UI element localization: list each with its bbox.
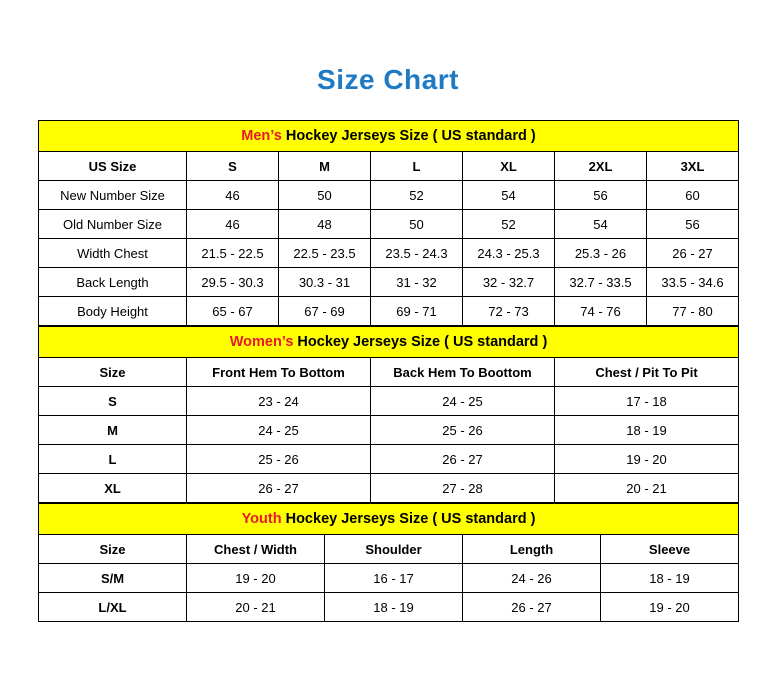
row-label: S/M (39, 564, 187, 593)
column-header: 2XL (555, 152, 647, 181)
table-cell: 20 - 21 (555, 474, 739, 503)
table-cell: 72 - 73 (463, 297, 555, 326)
youth-banner-rest: Hockey Jerseys Size ( US standard ) (281, 511, 536, 527)
table-cell: 52 (371, 181, 463, 210)
table-cell: 26 - 27 (647, 239, 739, 268)
size-tables-container (38, 120, 738, 622)
table-cell: 67 - 69 (279, 297, 371, 326)
table-header-row (39, 358, 739, 387)
youth-banner (39, 504, 739, 535)
table-cell: 24.3 - 25.3 (463, 239, 555, 268)
table-cell: 25 - 26 (187, 445, 371, 474)
table-cell: 54 (463, 181, 555, 210)
table-row (39, 593, 739, 622)
table-cell: 77 - 80 (647, 297, 739, 326)
table-row (39, 239, 739, 268)
column-header: US Size (39, 152, 187, 181)
table-cell: 23 - 24 (187, 387, 371, 416)
table-row (39, 387, 739, 416)
column-header: M (279, 152, 371, 181)
row-label: M (39, 416, 187, 445)
row-label: Width Chest (39, 239, 187, 268)
column-header: 3XL (647, 152, 739, 181)
table-banner-row (39, 121, 739, 152)
mens-banner-accent: Men’s (241, 128, 282, 144)
youth-banner-accent: Youth (241, 511, 282, 527)
column-header: Back Hem To Boottom (371, 358, 555, 387)
table-cell: 23.5 - 24.3 (371, 239, 463, 268)
table-row (39, 210, 739, 239)
column-header: L (371, 152, 463, 181)
column-header: Shoulder (325, 535, 463, 564)
table-row (39, 474, 739, 503)
table-cell: 22.5 - 23.5 (279, 239, 371, 268)
table-cell: 31 - 32 (371, 268, 463, 297)
row-label: XL (39, 474, 187, 503)
table-cell: 54 (555, 210, 647, 239)
womens-size-table (38, 326, 739, 503)
table-cell: 33.5 - 34.6 (647, 268, 739, 297)
mens-size-table (38, 120, 739, 326)
row-label: Back Length (39, 268, 187, 297)
page-title: Size Chart (317, 64, 459, 95)
table-cell: 27 - 28 (371, 474, 555, 503)
table-cell: 26 - 27 (463, 593, 601, 622)
column-header: Chest / Pit To Pit (555, 358, 739, 387)
mens-banner-rest: Hockey Jerseys Size ( US standard ) (281, 128, 536, 144)
table-cell: 74 - 76 (555, 297, 647, 326)
column-header: Front Hem To Bottom (187, 358, 371, 387)
table-header-row (39, 535, 739, 564)
table-cell: 50 (279, 181, 371, 210)
table-cell: 24 - 25 (371, 387, 555, 416)
table-cell: 46 (187, 210, 279, 239)
table-cell: 19 - 20 (555, 445, 739, 474)
table-cell: 56 (555, 181, 647, 210)
table-banner-row (39, 327, 739, 358)
table-cell: 50 (371, 210, 463, 239)
column-header: Chest / Width (187, 535, 325, 564)
table-header-row (39, 152, 739, 181)
column-header: Sleeve (601, 535, 739, 564)
table-row (39, 268, 739, 297)
table-cell: 46 (187, 181, 279, 210)
row-label: L/XL (39, 593, 187, 622)
youth-size-table (38, 503, 739, 622)
table-cell: 52 (463, 210, 555, 239)
column-header: Length (463, 535, 601, 564)
table-cell: 65 - 67 (187, 297, 279, 326)
table-banner-row (39, 504, 739, 535)
column-header: XL (463, 152, 555, 181)
womens-banner-rest: Hockey Jerseys Size ( US standard ) (293, 334, 548, 350)
table-cell: 18 - 19 (325, 593, 463, 622)
table-cell: 32.7 - 33.5 (555, 268, 647, 297)
table-cell: 19 - 20 (187, 564, 325, 593)
row-label: Old Number Size (39, 210, 187, 239)
row-label: New Number Size (39, 181, 187, 210)
table-cell: 18 - 19 (601, 564, 739, 593)
column-header: Size (39, 358, 187, 387)
table-cell: 25.3 - 26 (555, 239, 647, 268)
womens-banner (39, 327, 739, 358)
table-cell: 26 - 27 (371, 445, 555, 474)
table-cell: 18 - 19 (555, 416, 739, 445)
table-cell: 69 - 71 (371, 297, 463, 326)
table-cell: 16 - 17 (325, 564, 463, 593)
table-cell: 21.5 - 22.5 (187, 239, 279, 268)
table-row (39, 181, 739, 210)
womens-banner-accent: Women’s (229, 334, 294, 350)
table-row (39, 416, 739, 445)
row-label: L (39, 445, 187, 474)
table-cell: 32 - 32.7 (463, 268, 555, 297)
table-cell: 20 - 21 (187, 593, 325, 622)
row-label: Body Height (39, 297, 187, 326)
table-cell: 25 - 26 (371, 416, 555, 445)
table-row (39, 297, 739, 326)
table-row (39, 445, 739, 474)
table-cell: 24 - 26 (463, 564, 601, 593)
table-cell: 19 - 20 (601, 593, 739, 622)
row-label: S (39, 387, 187, 416)
column-header: Size (39, 535, 187, 564)
table-cell: 30.3 - 31 (279, 268, 371, 297)
table-cell: 48 (279, 210, 371, 239)
table-cell: 24 - 25 (187, 416, 371, 445)
table-cell: 26 - 27 (187, 474, 371, 503)
table-cell: 29.5 - 30.3 (187, 268, 279, 297)
column-header: S (187, 152, 279, 181)
mens-banner (39, 121, 739, 152)
table-cell: 56 (647, 210, 739, 239)
table-row (39, 564, 739, 593)
table-cell: 17 - 18 (555, 387, 739, 416)
table-cell: 60 (647, 181, 739, 210)
